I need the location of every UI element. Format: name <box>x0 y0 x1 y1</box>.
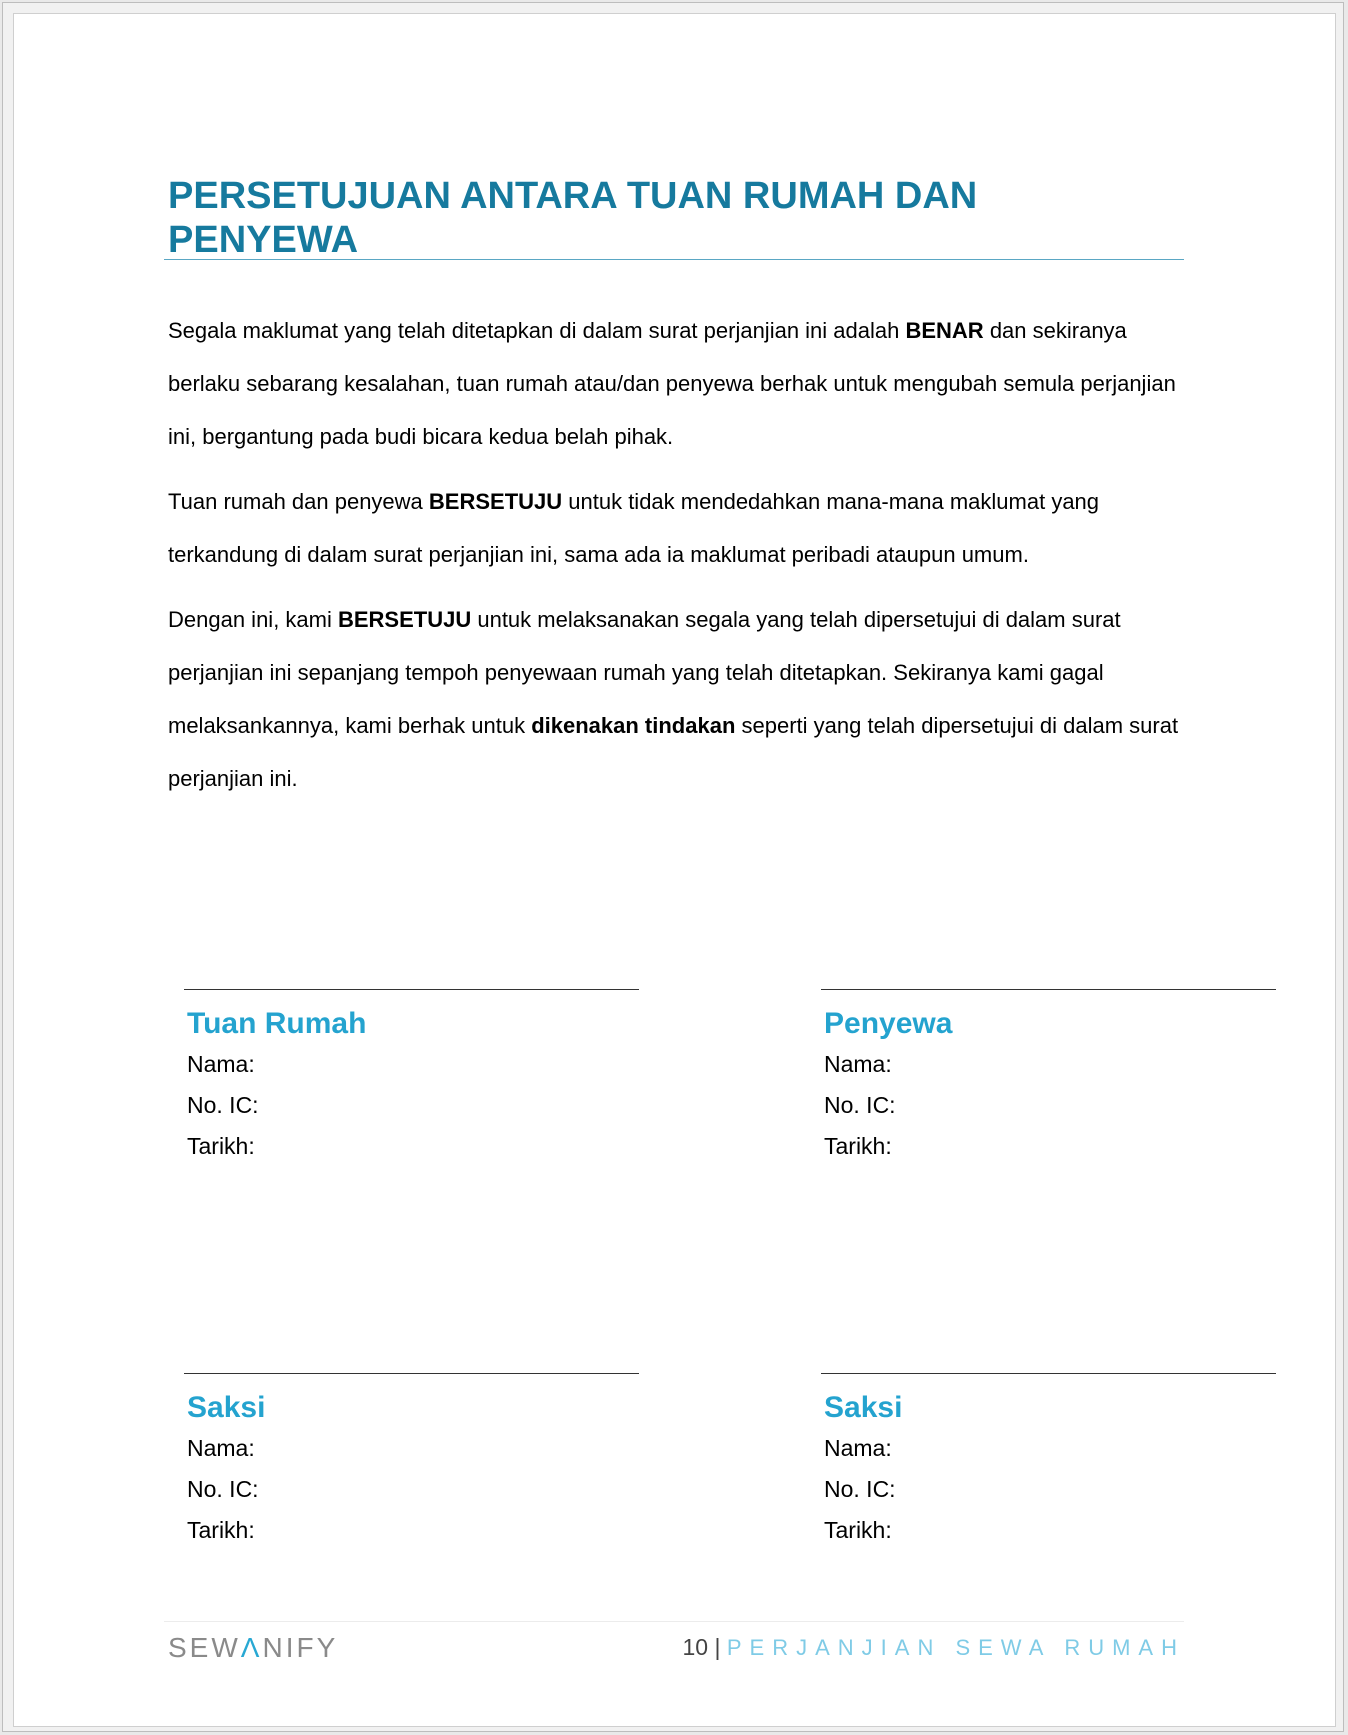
paragraph-2: Tuan rumah dan penyewa BERSETUJU untuk tidak mendedahkan mana-mana maklumat yang terkandung di dalam surat perjanjian ini, sama ada ia maklumat peribadi ataupun umum. <box>168 489 1100 567</box>
signature-block-saksi-1 <box>184 1373 639 1551</box>
page-title: PERSETUJUAN ANTARA TUAN RUMAH DAN PENYEWA <box>168 175 978 261</box>
name-label: Nama: <box>824 1435 892 1461</box>
name-label: Nama: <box>187 1435 255 1461</box>
ic-label: No. IC: <box>824 1476 896 1502</box>
signature-block-tuan-rumah <box>184 989 639 1167</box>
bold-bersetuju: BERSETUJU <box>337 607 472 632</box>
signature-line <box>184 1373 639 1374</box>
date-label: Tarikh: <box>824 1517 892 1543</box>
signature-line <box>821 1373 1276 1374</box>
paragraph-1: Segala maklumat yang telah ditetapkan di dalam surat perjanjian ini adalah BENAR dan sekiranya berlaku sebarang kesalahan, tuan rumah atau/dan penyewa berhak untuk mengubah semula perjanjian ini, bergantung pada budi bicara kedua belah pihak. <box>168 318 1176 449</box>
signature-block-saksi-2 <box>821 1373 1276 1551</box>
brand-logo: SEWΛNIFY <box>168 1632 339 1663</box>
signature-role: Tuan Rumah <box>187 1007 367 1040</box>
name-label: Nama: <box>824 1051 892 1077</box>
bold-dikenakan-tindakan: dikenakan tindakan <box>531 713 736 738</box>
page-number: 10 <box>682 1634 709 1660</box>
page-footer <box>683 1634 1185 1661</box>
document-page <box>13 13 1336 1727</box>
viewer-frame <box>2 2 1344 1732</box>
signature-role: Penyewa <box>824 1007 953 1040</box>
name-label: Nama: <box>187 1051 255 1077</box>
date-label: Tarikh: <box>187 1133 255 1159</box>
ic-label: No. IC: <box>187 1092 259 1118</box>
footer-separator: | <box>708 1634 727 1660</box>
agreement-body <box>168 304 1198 817</box>
ic-label: No. IC: <box>824 1092 896 1118</box>
ic-label: No. IC: <box>187 1476 259 1502</box>
footer-divider <box>164 1621 1184 1622</box>
signature-block-penyewa <box>821 989 1276 1167</box>
signature-line <box>184 989 639 990</box>
signature-line <box>821 989 1276 990</box>
bold-benar: BENAR <box>905 318 984 343</box>
document-name: PERJANJIAN SEWA RUMAH <box>726 1635 1185 1660</box>
signature-role: Saksi <box>824 1391 903 1424</box>
date-label: Tarikh: <box>187 1517 255 1543</box>
brand-logo-mark: Λ <box>240 1632 263 1663</box>
paragraph-3: Dengan ini, kami BERSETUJU untuk melaksanakan segala yang telah dipersetujui di dalam surat perjanjian ini sepanjang tempoh penyewaan rumah yang telah ditetapkan. Sekiranya kami gagal melaksankannya, kami berhak untuk dikenakan tindakan seperti yang telah dipersetujui di dalam surat perjanjian ini. <box>168 607 1179 791</box>
signature-role: Saksi <box>187 1391 266 1424</box>
title-underline <box>164 259 1184 260</box>
bold-bersetuju: BERSETUJU <box>428 489 563 514</box>
date-label: Tarikh: <box>824 1133 892 1159</box>
